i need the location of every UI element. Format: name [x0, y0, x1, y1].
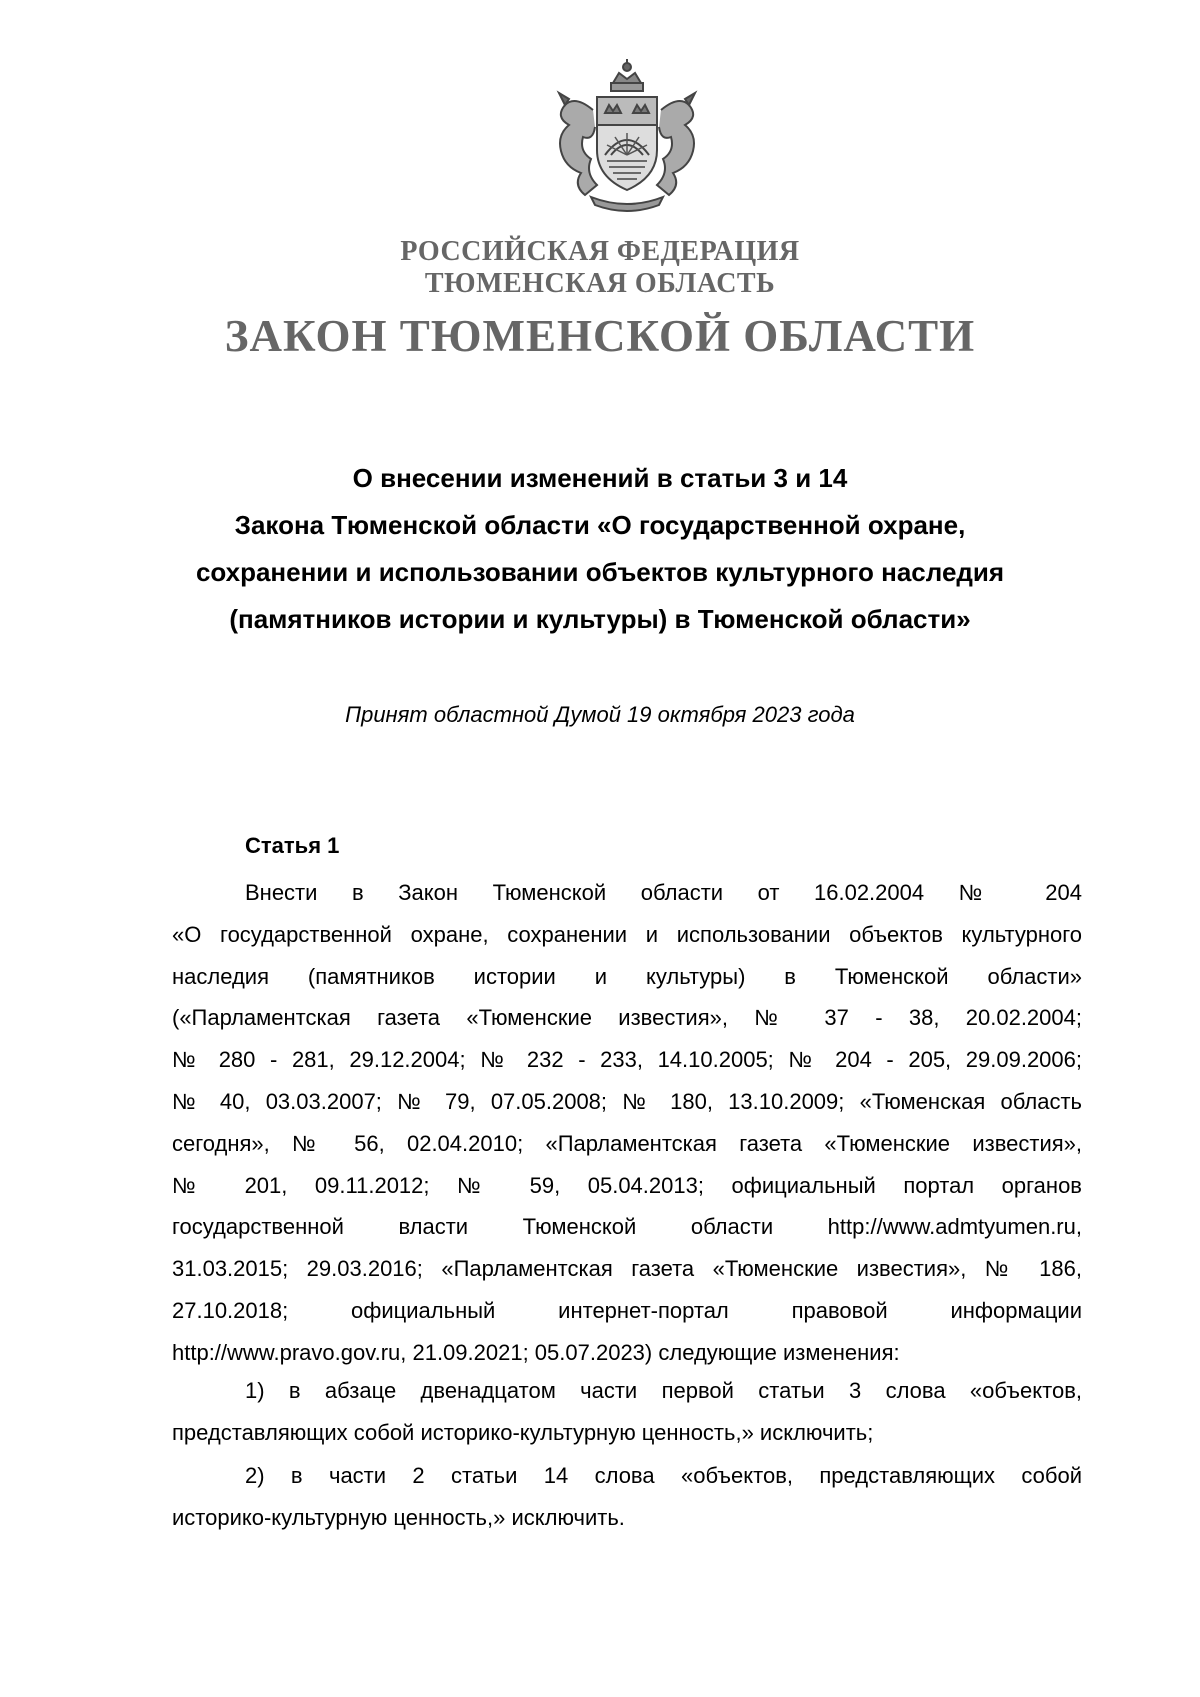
paragraph-line: Внести в Закон Тюменской области от 16.02.2004 № 204	[245, 880, 1082, 905]
item-line: историко-культурную ценность,» исключить.	[172, 1504, 625, 1530]
paragraph-line: 31.03.2015; 29.03.2016; «Парламентская газета «Тюменские известия», № 186,	[172, 1256, 1082, 1282]
title-line: сохранении и использовании объектов культурного наследия	[195, 557, 1005, 587]
paragraph-line: «О государственной охране, сохранении и использовании объектов культурного	[172, 921, 1082, 947]
item-line: 1) в абзаце двенадцатом части первой статьи 3 слова «объектов,	[245, 1378, 1082, 1403]
paragraph-line: («Парламентская газета «Тюменские известия», № 37 - 38, 20.02.2004;	[172, 1005, 1082, 1031]
title-line: (памятников истории и культуры) в Тюменской области»	[229, 604, 971, 634]
law-title	[0, 455, 1200, 643]
amendment-item-1	[172, 1370, 1082, 1454]
article-paragraph	[172, 872, 1082, 1374]
paragraph-line: наследия (памятников истории и культуры) в Тюменской области»	[172, 963, 1082, 989]
paragraph-line: 27.10.2018; официальный интернет-портал правовой информации	[172, 1297, 1082, 1323]
paragraph-line: № 40, 03.03.2007; № 79, 07.05.2008; № 180, 13.10.2009; «Тюменская область	[172, 1088, 1082, 1114]
item-line: 2) в части 2 статьи 14 слова «объектов, представляющих собой	[245, 1463, 1082, 1488]
coat-of-arms-icon	[535, 55, 720, 215]
paragraph-line: http://www.pravo.gov.ru, 21.09.2021; 05.07.2023) следующие изменения:	[172, 1339, 900, 1365]
title-line: Закона Тюменской области «О государственной охране,	[234, 510, 966, 540]
adoption-note: Принят областной Думой 19 октября 2023 года	[345, 702, 855, 727]
amendment-item-2	[172, 1455, 1082, 1539]
region-header: ТЮМЕНСКАЯ ОБЛАСТЬ	[424, 268, 776, 299]
law-heading: ЗАКОН ТЮМЕНСКОЙ ОБЛАСТИ	[224, 311, 976, 361]
paragraph-line: государственной власти Тюменской области http://www.admtyumen.ru,	[172, 1214, 1082, 1240]
title-line: О внесении изменений в статьи 3 и 14	[352, 463, 848, 493]
country-header: РОССИЙСКАЯ ФЕДЕРАЦИЯ	[400, 236, 800, 267]
paragraph-line: № 201, 09.11.2012; № 59, 05.04.2013; официальный портал органов	[172, 1172, 1082, 1198]
paragraph-line: сегодня», № 56, 02.04.2010; «Парламентская газета «Тюменские известия»,	[172, 1130, 1082, 1156]
item-line: представляющих собой историко-культурную ценность,» исключить;	[172, 1419, 874, 1445]
article-heading: Статья 1	[245, 833, 340, 858]
paragraph-line: № 280 - 281, 29.12.2004; № 232 - 233, 14.10.2005; № 204 - 205, 29.09.2006;	[172, 1047, 1082, 1073]
